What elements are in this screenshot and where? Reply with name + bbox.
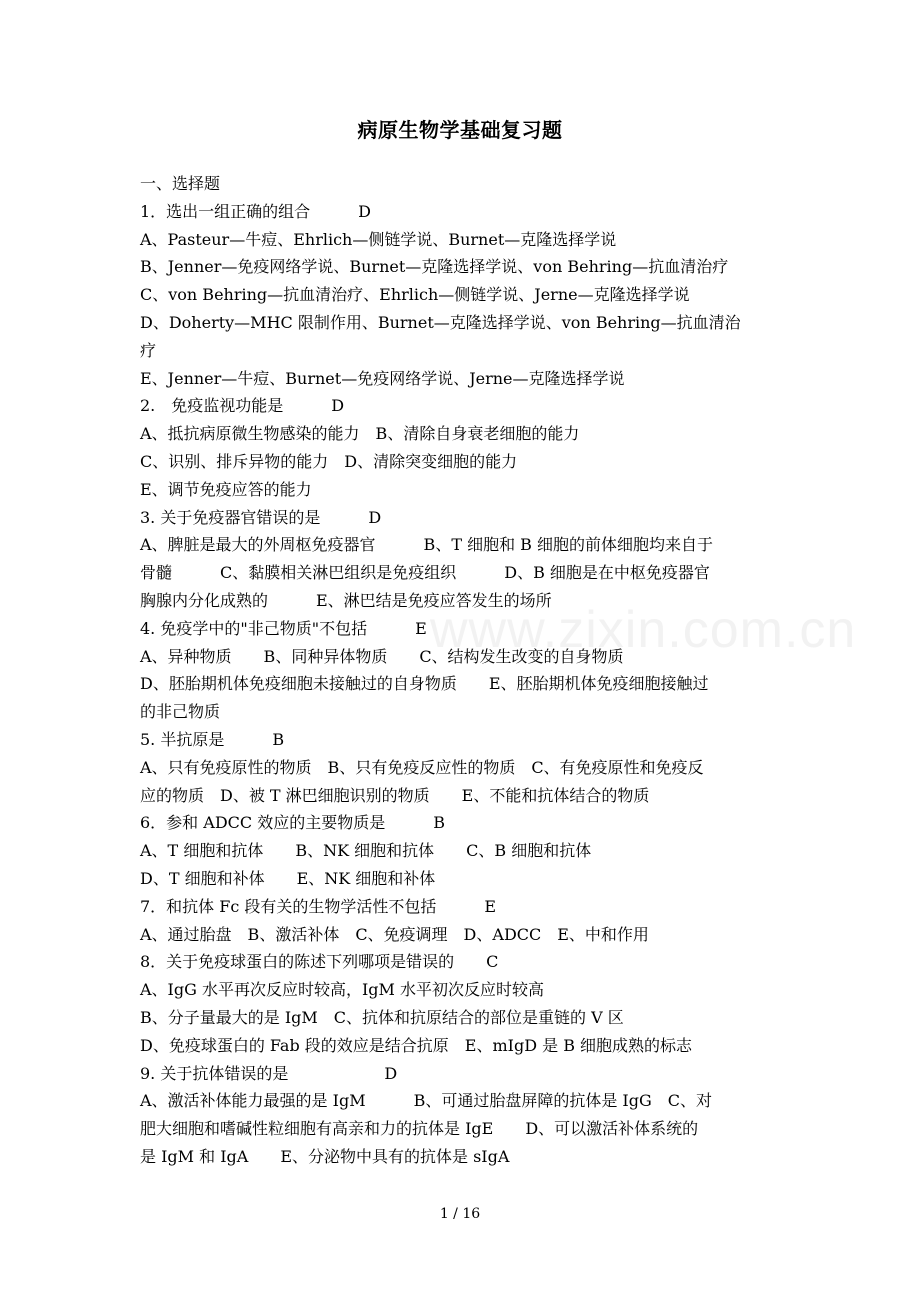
text-line: 疗 bbox=[140, 340, 157, 360]
text-line: A、异种物质 B、同种异体物质 C、结构发生改变的自身物质 bbox=[140, 646, 624, 666]
text-line: 8．关于免疫球蛋白的陈述下列哪项是错误的 C bbox=[140, 952, 499, 972]
text-line: A、只有免疫原性的物质 B、只有免疫反应性的物质 C、有免疫原性和免疫反 bbox=[140, 757, 704, 777]
text-line: 一、选择题 bbox=[140, 174, 221, 193]
text-line: 肥大细胞和嗜碱性粒细胞有高亲和力的抗体是 IgE D、可以激活补体系统的 bbox=[140, 1119, 699, 1139]
watermark: www.zixin.com.cn bbox=[430, 601, 857, 659]
text-line: 4. 免疫学中的"非己物质"不包括 E bbox=[140, 618, 427, 638]
text-line: 3. 关于免疫器官错误的是 D bbox=[140, 507, 382, 527]
text-line: B、分子量最大的是 IgM C、抗体和抗原结合的部位是重链的 V 区 bbox=[140, 1007, 624, 1027]
page-title: 病原生物学基础复习题 bbox=[357, 118, 563, 142]
text-line: 2. 免疫监视功能是 D bbox=[140, 396, 345, 416]
text-line: 是 IgM 和 IgA E、分泌物中具有的抗体是 sIgA bbox=[140, 1146, 510, 1166]
text-line: 5. 半抗原是 B bbox=[140, 729, 285, 749]
text-line: E、调节免疫应答的能力 bbox=[140, 479, 312, 499]
text-line: 6．参和 ADCC 效应的主要物质是 B bbox=[140, 813, 445, 833]
text-line: A、通过胎盘 B、激活补体 C、免疫调理 D、ADCC E、中和作用 bbox=[140, 924, 649, 944]
text-line: 1．选出一组正确的组合 D bbox=[140, 201, 372, 221]
text-line: A、IgG 水平再次反应时较高，IgM 水平初次反应时较高 bbox=[140, 980, 545, 1000]
text-line: D、免疫球蛋白的 Fab 段的效应是结合抗原 E、mIgD 是 B 细胞成熟的标志 bbox=[140, 1035, 693, 1055]
text-line: 的非己物质 bbox=[140, 702, 221, 722]
text-line: 应的物质 D、被 T 淋巴细胞识别的物质 E、不能和抗体结合的物质 bbox=[140, 785, 650, 805]
text-line: 胸腺内分化成熟的 E、淋巴结是免疫应答发生的场所 bbox=[140, 590, 552, 610]
text-line: 7．和抗体 Fc 段有关的生物学活性不包括 E bbox=[140, 896, 497, 916]
text-line: B、Jenner—免疫网络学说、Burnet—克隆选择学说、von Behring—抗血清治疗 bbox=[140, 257, 729, 277]
page-number: 1 / 16 bbox=[439, 1206, 481, 1222]
text-line: E、Jenner—牛痘、Burnet—免疫网络学说、Jerne—克隆选择学说 bbox=[140, 368, 625, 388]
text-line: D、胚胎期机体免疫细胞未接触过的自身物质 E、胚胎期机体免疫细胞接触过 bbox=[140, 674, 709, 694]
text-line: A、T 细胞和抗体 B、NK 细胞和抗体 C、B 细胞和抗体 bbox=[140, 841, 592, 861]
text-line: A、脾脏是最大的外周枢免疫器官 B、T 细胞和 B 细胞的前体细胞均来自于 bbox=[140, 535, 714, 555]
text-line: A、抵抗病原微生物感染的能力 B、清除自身衰老细胞的能力 bbox=[140, 424, 580, 444]
document-body bbox=[140, 170, 800, 1171]
text-line: C、识别、排斥异物的能力 D、清除突变细胞的能力 bbox=[140, 451, 518, 471]
text-line: A、Pasteur—牛痘、Ehrlich—侧链学说、Burnet—克隆选择学说 bbox=[140, 229, 617, 249]
text-line: 9. 关于抗体错误的是 D bbox=[140, 1063, 398, 1083]
text-line: C、von Behring—抗血清治疗、Ehrlich—侧链学说、Jerne—克隆选择学说 bbox=[140, 285, 690, 305]
text-line: D、T 细胞和补体 E、NK 细胞和补体 bbox=[140, 868, 436, 888]
text-line: A、激活补体能力最强的是 IgM B、可通过胎盘屏障的抗体是 IgG C、对 bbox=[140, 1091, 713, 1111]
text-line: D、Doherty—MHC 限制作用、Burnet—克隆选择学说、von Behring—抗血清治 bbox=[140, 312, 741, 332]
text-line: 骨髓 C、黏膜相关淋巴组织是免疫组织 D、B 细胞是在中枢免疫器官 bbox=[140, 563, 710, 583]
